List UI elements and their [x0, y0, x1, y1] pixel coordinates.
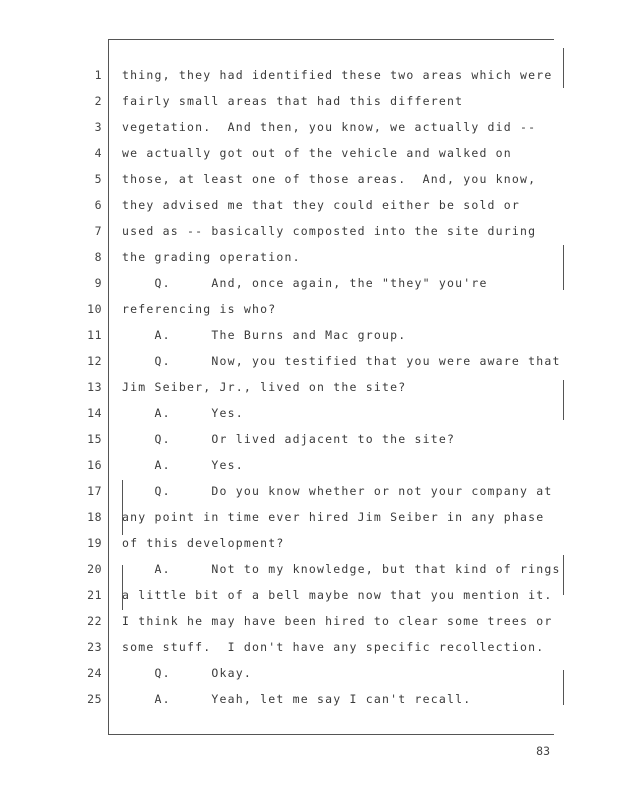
line-text: Q. Or lived adjacent to the site? [122, 432, 456, 446]
right-margin-mark [563, 380, 564, 420]
line-text: those, at least one of those areas. And, you know, [122, 172, 537, 186]
line-text: the grading operation. [122, 250, 301, 264]
line-number: 19 [87, 536, 102, 550]
right-margin-mark [563, 48, 564, 88]
line-number: 7 [94, 224, 102, 238]
line-text: Q. Now, you testified that you were aware that [122, 354, 561, 368]
bottom-border [108, 734, 554, 735]
line-text: fairly small areas that had this different [122, 94, 464, 108]
line-number: 24 [87, 666, 102, 680]
line-number: 3 [94, 120, 102, 134]
line-text: A. The Burns and Mac group. [122, 328, 407, 342]
line-text: Q. Okay. [122, 666, 252, 680]
line-number: 18 [87, 510, 102, 524]
line-text: we actually got out of the vehicle and walked on [122, 146, 512, 160]
line-number: 8 [94, 250, 102, 264]
line-text: used as -- basically composted into the site during [122, 224, 537, 238]
line-number: 9 [94, 276, 102, 290]
line-text: A. Yes. [122, 406, 244, 420]
line-text: they advised me that they could either be sold or [122, 198, 521, 212]
left-margin-rule [108, 39, 109, 735]
line-number: 16 [87, 458, 102, 472]
line-number: 23 [87, 640, 102, 654]
line-number: 5 [94, 172, 102, 186]
line-number: 10 [87, 302, 102, 316]
line-number: 20 [87, 562, 102, 576]
line-number: 14 [87, 406, 102, 420]
line-text: A. Yeah, let me say I can't recall. [122, 692, 472, 706]
line-text: of this development? [122, 536, 285, 550]
line-number: 22 [87, 614, 102, 628]
line-text: A. Yes. [122, 458, 244, 472]
line-number: 1 [94, 68, 102, 82]
line-text: A. Not to my knowledge, but that kind of rings [122, 562, 561, 576]
right-margin-mark [563, 245, 564, 290]
line-number: 4 [94, 146, 102, 160]
line-number: 6 [94, 198, 102, 212]
right-margin-mark [563, 555, 564, 595]
line-number: 17 [87, 484, 102, 498]
line-text: vegetation. And then, you know, we actually did -- [122, 120, 537, 134]
top-border [108, 39, 554, 40]
line-number: 21 [87, 588, 102, 602]
line-text: Jim Seiber, Jr., lived on the site? [122, 380, 407, 394]
line-text: any point in time ever hired Jim Seiber in any phase [122, 510, 545, 524]
line-number: 12 [87, 354, 102, 368]
line-number: 25 [87, 692, 102, 706]
line-text: Q. And, once again, the "they" you're [122, 276, 488, 290]
line-number: 11 [87, 328, 102, 342]
page-number: 83 [536, 744, 550, 758]
line-text: a little bit of a bell maybe now that you mention it. [122, 588, 553, 602]
line-text: thing, they had identified these two areas which were [122, 68, 553, 82]
line-number: 13 [87, 380, 102, 394]
line-text: some stuff. I don't have any specific recollection. [122, 640, 545, 654]
line-number: 2 [94, 94, 102, 108]
line-text: Q. Do you know whether or not your company at [122, 484, 553, 498]
line-number: 15 [87, 432, 102, 446]
right-margin-mark [563, 670, 564, 705]
line-text: referencing is who? [122, 302, 277, 316]
line-text: I think he may have been hired to clear some trees or [122, 614, 553, 628]
